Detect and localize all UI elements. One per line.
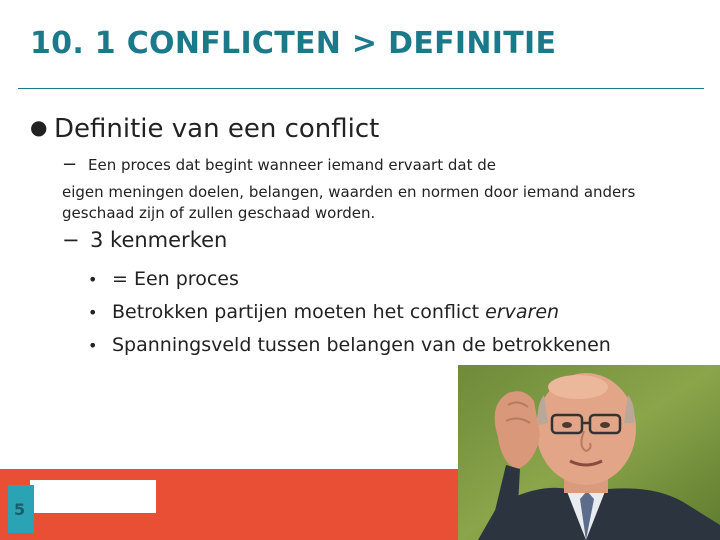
page-number: 5	[14, 500, 26, 519]
bullet-dot-icon: •	[88, 336, 98, 355]
list-item	[88, 263, 611, 296]
bullet-dot-icon: •	[88, 270, 98, 289]
kenmerken-heading	[62, 228, 227, 252]
man-cupping-ear-listening-photo	[458, 365, 720, 540]
list-item	[88, 296, 611, 329]
dash-icon: −	[62, 228, 80, 252]
definition-first-line: Een proces dat begint wanneer iemand ervaart dat de	[88, 156, 496, 174]
dash-icon: −	[62, 154, 78, 175]
definition-continuation: eigen meningen doelen, belangen, waarden en normen door iemand anders geschaad zijn of zullen geschaad worden.	[62, 183, 636, 222]
bullet-dot-icon: ●	[30, 115, 48, 139]
main-bullet	[30, 114, 379, 144]
title-divider	[18, 88, 704, 89]
kenmerk-2-text: Betrokken partijen moeten het conflict	[112, 301, 486, 323]
slide-title: 10. 1 CONFLICTEN > DEFINITIE	[30, 26, 557, 61]
kenmerk-3-text: Spanningsveld tussen belangen van de betrokkenen	[112, 334, 611, 356]
list-item	[88, 329, 611, 362]
main-bullet-text: Definitie van een conflict	[54, 114, 380, 144]
kenmerken-label: 3 kenmerken	[90, 228, 228, 252]
footer-white-box	[30, 480, 156, 513]
kenmerk-2-emphasis: ervaren	[485, 301, 560, 323]
kenmerken-list	[88, 263, 611, 362]
definition-line	[62, 154, 496, 175]
bullet-dot-icon: •	[88, 303, 98, 322]
kenmerk-1-text: = Een proces	[112, 268, 239, 290]
